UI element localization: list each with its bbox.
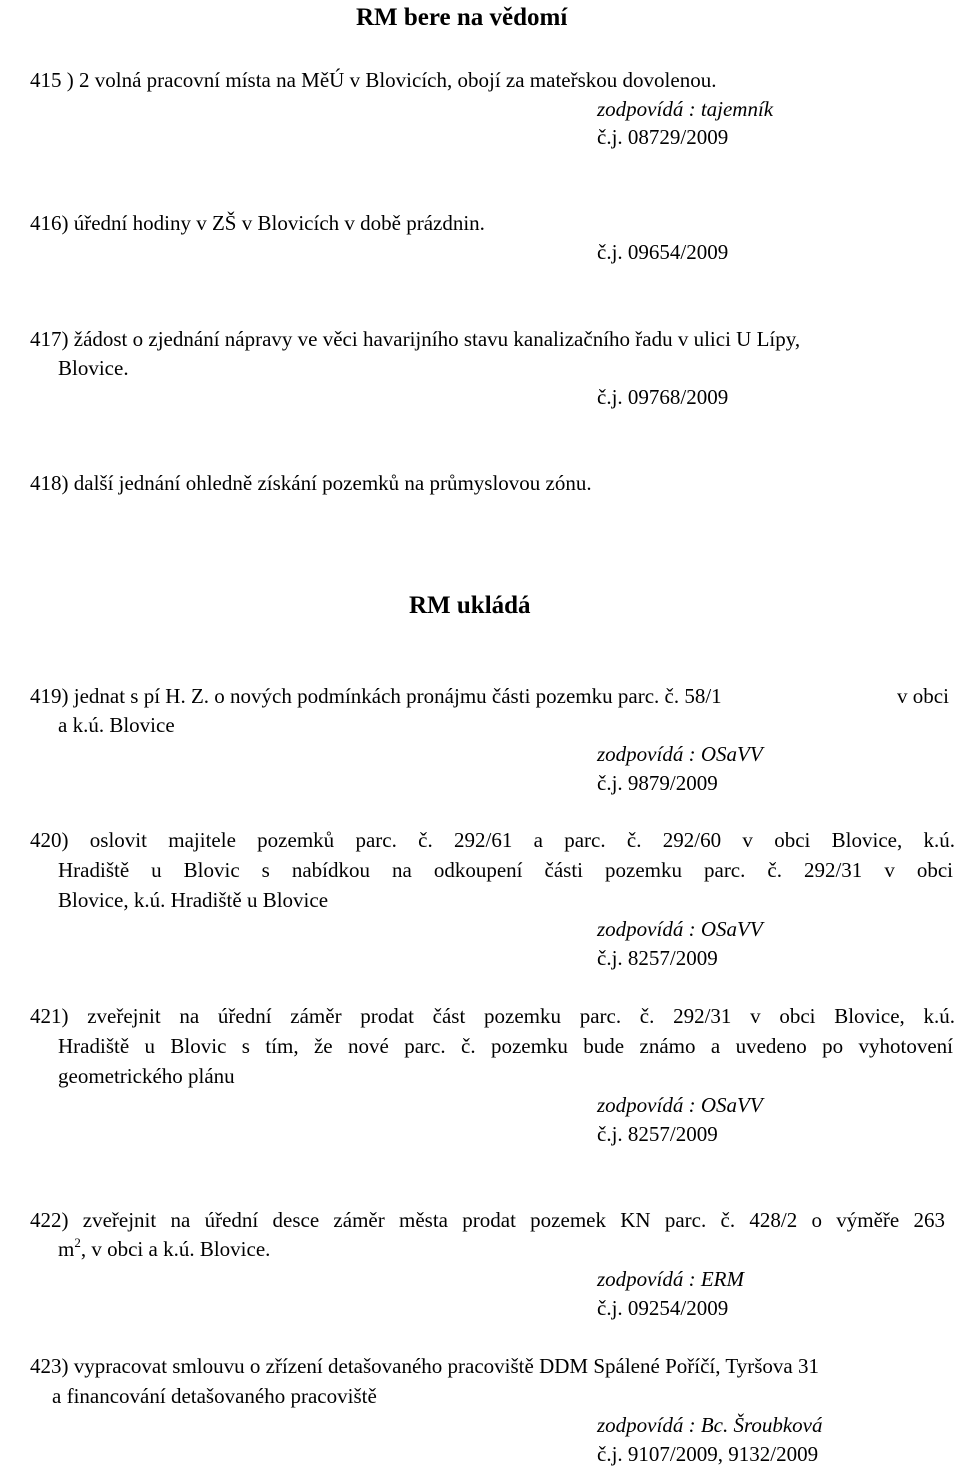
item-420-line2: Hradiště u Blovic s nabídkou na odkoupení části pozemku parc. č. 292/31 v obci (58, 858, 953, 882)
item-419-line1: 419) jednat s pí H. Z. o nových podmínkách pronájmu části pozemku parc. č. 58/1 (30, 684, 722, 708)
item-417-line2: Blovice. (58, 356, 129, 380)
item-421-reference: č.j. 8257/2009 (597, 1122, 718, 1146)
item-420-reference: č.j. 8257/2009 (597, 946, 718, 970)
item-422-reference: č.j. 09254/2009 (597, 1296, 729, 1320)
item-417-line1: 417) žádost o zjednání nápravy ve věci havarijního stavu kanalizačního řadu v ulici U Lípy, (30, 327, 801, 351)
item-417-reference: č.j. 09768/2009 (597, 385, 729, 409)
item-419-line1-end: v obci (897, 684, 949, 708)
item-415-responsible: zodpovídá : tajemník (597, 97, 774, 121)
item-421-line1: 421) zveřejnit na úřední záměr prodat část pozemku parc. č. 292/31 v obci Blovice, k.ú. (30, 1004, 955, 1028)
item-423-responsible: zodpovídá : Bc. Šroubková (597, 1413, 823, 1437)
item-416-reference: č.j. 09654/2009 (597, 240, 729, 264)
item-416-text: 416) úřední hodiny v ZŠ v Blovicích v době prázdnin. (30, 211, 485, 235)
item-415-reference: č.j. 08729/2009 (597, 125, 729, 149)
item-419-responsible: zodpovídá : OSaVV (597, 742, 763, 766)
item-420-line1: 420) oslovit majitele pozemků parc. č. 292/61 a parc. č. 292/60 v obci Blovice, k.ú. (30, 828, 955, 852)
item-423-line2: a financování detašovaného pracoviště (52, 1384, 377, 1408)
item-420-line3: Blovice, k.ú. Hradiště u Blovice (58, 888, 329, 912)
section-heading-uklada: RM ukládá (409, 592, 531, 619)
item-421-line3: geometrického plánu (58, 1064, 235, 1088)
item-418-text: 418) další jednání ohledně získání pozemků na průmyslovou zónu. (30, 471, 592, 495)
item-421-line2: Hradiště u Blovic s tím, že nové parc. č. pozemku bude známo a uvedeno po vyhotovení (58, 1034, 953, 1058)
item-422-line1: 422) zveřejnit na úřední desce záměr města prodat pozemek KN parc. č. 428/2 o výměře 263 (30, 1208, 945, 1232)
section-heading-bere-na-vedomi: RM bere na vědomí (356, 4, 568, 31)
item-422-line2 (58, 1235, 271, 1261)
item-421-responsible: zodpovídá : OSaVV (597, 1093, 763, 1117)
item-423-reference: č.j. 9107/2009, 9132/2009 (597, 1442, 819, 1466)
item-423-line1: 423) vypracovat smlouvu o zřízení detašovaného pracoviště DDM Spálené Poříčí, Tyršova 31 (30, 1354, 819, 1378)
item-419-reference: č.j. 9879/2009 (597, 771, 718, 795)
item-422-responsible: zodpovídá : ERM (597, 1267, 744, 1291)
item-415-text: 415 ) 2 volná pracovní místa na MěÚ v Blovicích, obojí za mateřskou dovolenou. (30, 68, 717, 92)
item-420-responsible: zodpovídá : OSaVV (597, 917, 763, 941)
item-422-line2-superscript: 2 (74, 1235, 81, 1250)
item-422-line2-rest: , v obci a k.ú. Blovice. (80, 1237, 271, 1261)
item-422-line2-unit: m (58, 1237, 75, 1261)
item-419-line2: a k.ú. Blovice (58, 713, 175, 737)
